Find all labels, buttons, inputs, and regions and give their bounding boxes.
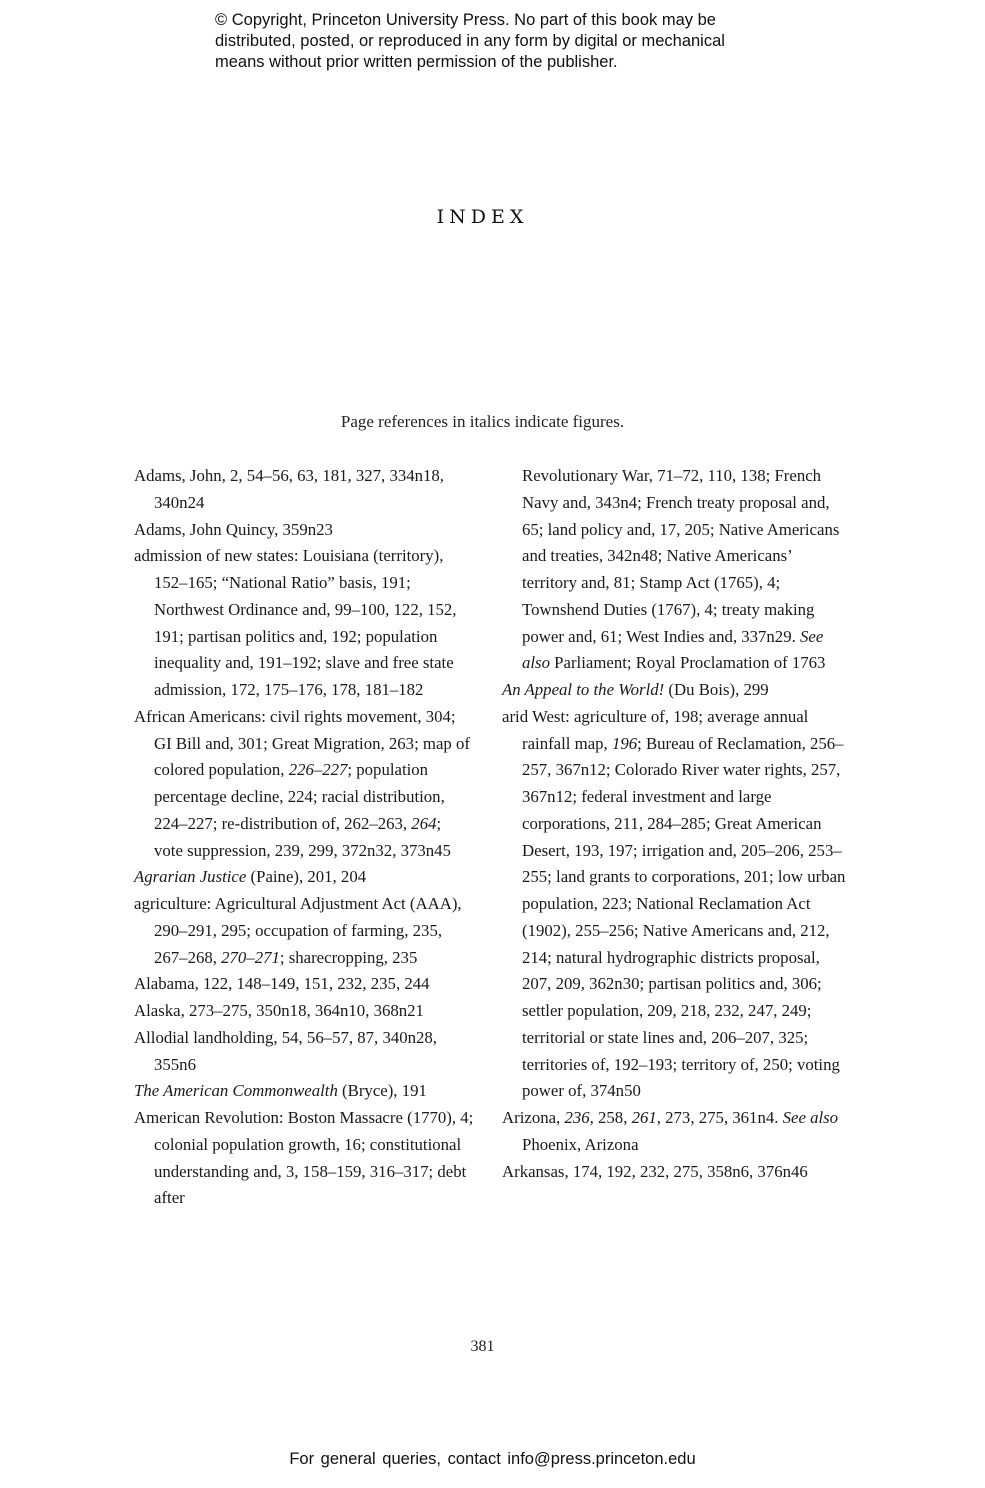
index-entry-text: Arizona, [502,1108,565,1127]
index-entry-text: Arkansas, 174, 192, 232, 275, 358n6, 376n46 [502,1161,808,1181]
index-entry-text: (Paine), 201, 204 [246,867,367,887]
index-entry-text: agriculture: Agricultural Adjustment Act (AAA), 290–291, 295; occupation of farming, 235, 267–268, [134,894,462,967]
index-entry-text: American Revolution: Boston Massacre (1770), 4; colonial population growth, 16; constitutional understanding and, 3, 158–159, 316–317; debt after [134,1108,474,1208]
index-entry-italic: 236 [564,1108,590,1127]
index-column-left [134,463,474,1212]
index-entry-italic: See also [782,1108,839,1127]
index-entry [134,1078,474,1105]
index-entry-italic: 264 [411,813,437,833]
index-entry [134,543,474,704]
index-entry-italic: An Appeal to the World! [502,680,665,699]
index-entry [134,971,474,998]
index-entry-text: Phoenix, Arizona [522,1134,639,1154]
index-entry-text: African Americans: civil rights movement, 304; GI Bill and, 301; Great Migration, 263; map of colored population, [134,706,470,780]
index-entry [134,998,474,1025]
index-entry [134,891,474,971]
page-number: 381 [470,1338,495,1355]
index-entry-text: Alaska, 273–275, 350n18, 364n10, 368n21 [134,1001,424,1020]
index-entry [134,463,474,517]
index-entry-text: ; Bureau of Reclamation, 256–257, 367n12; Colorado River water rights, 257, 367n12; federal investment and large corporations, 211, 284–285; Great American Desert, 193, 197; irrigation and, 205–206, 253–255; land grants to corporations, 201; low urban population, 223; National Reclamation Act (1902), 255–256; Native Americans and, 212, 214; natural hydrographic districts proposal, 207, 209, 362n30; partisan politics and, 306; settler population, 209, 218, 232, 247, 249; territorial or state lines and, 206–207, 325; territories of, 192–193; territory of, 250; voting power of, 374n50 [522,733,846,1101]
index-entry-italic: Agrarian Justice [134,867,247,887]
index-entry-text: admission of new states: Louisiana (territory), 152–165; “National Ratio” basis, 191; Northwest Ordinance and, 99–100, 122, 152, 191; partisan politics and, 192; population inequality and, 191–192; slave and free state admission, 172, 175–176, 178, 181–182 [134,546,457,699]
index-entry-italic: 261 [631,1108,657,1127]
index-entry-text: ; sharecropping, 235 [279,947,418,967]
index-entry-text: (Du Bois), 299 [664,680,769,699]
index-entry [134,517,474,544]
index-entry-text: arid West: agriculture of, 198; average annual rainfall map, [502,706,809,753]
index-column-right [502,463,847,1185]
index-entry-text: , 258, [589,1108,632,1127]
index-entry [502,677,847,704]
index-note: Page references in italics indicate figures. [340,412,625,431]
index-entry [134,1105,474,1212]
index-entry-text: (Bryce), 191 [337,1081,427,1101]
index-entry [134,1025,474,1079]
index-entry-italic: 196 [611,733,638,753]
index-entry [502,463,847,677]
index-entry-italic: 270–271 [221,947,280,967]
index-entry-italic: See also [522,626,824,673]
index-entry-text: , 273, 275, 361n4. [656,1108,783,1127]
index-entry-italic: The American Commonwealth [134,1081,338,1101]
index-entry [134,864,474,891]
index-entry-text: Alabama, 122, 148–149, 151, 232, 235, 244 [134,974,430,994]
footer-contact: For general queries, contact info@press.princeton.edu [289,1450,696,1468]
index-entry-text: Adams, John, 2, 54–56, 63, 181, 327, 334n18, 340n24 [134,466,444,512]
index-entry [502,1159,847,1186]
index-entry-text: Parliament; Royal Proclamation of 1763 [549,653,826,673]
page-title: INDEX [436,206,529,228]
index-entry [502,1105,847,1159]
index-entry [502,704,847,1105]
index-entry-text: ; population percentage decline, 224; racial distribution, 224–227; re-distribution of, 262–263, [154,760,445,833]
copyright-notice: © Copyright, Princeton University Press. No part of this book may be distributed, posted, or reproduced in any form by digital or mechanical means without prior written permission of the publisher. [215,11,725,71]
index-entry-italic: 226–227 [288,760,348,780]
index-entry-text: Allodial landholding, 54, 56–57, 87, 340n28, 355n6 [134,1027,437,1074]
index-entry-text: Adams, John Quincy, 359n23 [134,519,333,539]
index-entry [134,704,474,865]
index-entry-text: ; vote suppression, 239, 299, 372n32, 373n45 [154,813,451,860]
index-entry-text: Revolutionary War, 71–72, 110, 138; French Navy and, 343n4; French treaty proposal and, 65; land policy and, 17, 205; Native Americans and treaties, 342n48; Native Americans’ territory and, 81; Stamp Act (1765), 4; Townshend Duties (1767), 4; treaty making power and, 61; West Indies and, 337n29. [522,466,840,646]
